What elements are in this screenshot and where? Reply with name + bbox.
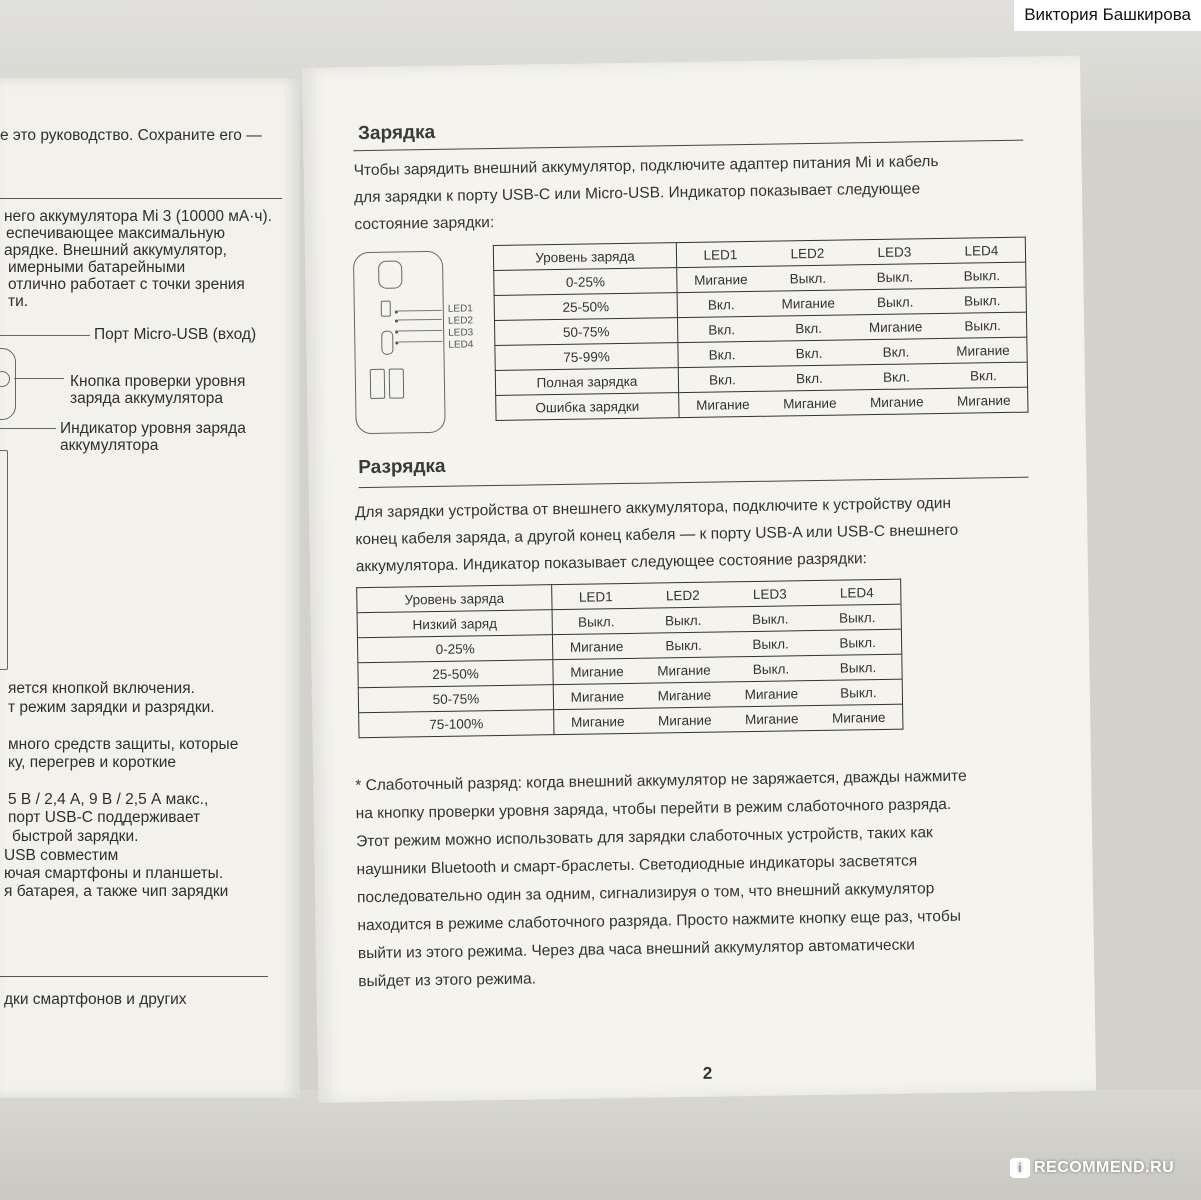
table-header: LED2	[639, 582, 726, 608]
discharging-title: Разрядка	[358, 455, 446, 479]
table-cell: Мигание	[852, 314, 939, 340]
table-cell: Мигание	[640, 657, 727, 683]
table-cell: Мигание	[728, 681, 815, 707]
table-cell: Мигание	[641, 682, 728, 708]
table-cell: Выкл.	[727, 656, 814, 682]
callout-line	[0, 335, 90, 336]
right-page	[302, 56, 1096, 1103]
table-header: LED2	[764, 240, 851, 266]
table-cell: Выкл.	[851, 264, 938, 290]
left-divider	[0, 198, 282, 199]
table-header: LED1	[676, 241, 764, 267]
check-button-label: Кнопка проверки уровня	[70, 373, 246, 390]
table-header: LED4	[813, 579, 901, 605]
left-text-line: него аккумулятора Mi 3 (10000 мА·ч).	[4, 208, 272, 225]
table-header: Уровень заряда	[493, 243, 676, 271]
table-cell: Мигание	[940, 387, 1028, 413]
left-text-line: еспечивающее максимальную	[6, 225, 226, 242]
table-cell: 50-75%	[358, 685, 553, 713]
table-cell: Мигание	[939, 337, 1027, 363]
left-text-line: много средств защиты, которые	[8, 736, 239, 753]
table-cell: Выкл.	[939, 287, 1027, 313]
left-text-line: имерными батарейными	[8, 259, 186, 276]
table-cell: Выкл.	[727, 606, 814, 632]
indicator-label: аккумулятора	[60, 437, 159, 454]
table-cell: Мигание	[553, 683, 641, 709]
table-cell: Выкл.	[814, 629, 902, 655]
left-text-line: быстрой зарядки.	[12, 828, 139, 845]
usb-a-port-icon	[370, 369, 385, 399]
left-text-line: дки смартфонов и других	[4, 991, 187, 1008]
left-text-line: я батарея, а также чип зарядки	[4, 883, 229, 900]
check-button-label: заряда аккумулятора	[70, 390, 223, 407]
discharging-table	[356, 579, 903, 739]
table-cell: Ошибка зарядки	[496, 393, 679, 421]
table-cell: 75-100%	[359, 710, 554, 738]
charging-text: Чтобы зарядить внешний аккумулятор, подключите адаптер питания Mi и кабель для зарядки к порту USB-C или Micro-USB. Индикатор показывает следующее состояние зарядки:	[353, 153, 939, 234]
watermark-text: RECOMMEND.RU	[1034, 1159, 1175, 1176]
table-cell: Вкл.	[765, 340, 852, 366]
table-cell: Выкл.	[938, 262, 1026, 288]
left-text-line: ючая смартфоны и планшеты.	[4, 865, 224, 882]
callout-line	[0, 428, 56, 429]
led-label: LED1	[447, 303, 473, 315]
led-label: LED2	[447, 315, 474, 327]
micro-usb-label: Порт Micro-USB (вход)	[94, 326, 257, 343]
discharging-rule	[359, 477, 1029, 489]
table-cell: Мигание	[853, 389, 940, 415]
table-cell: 0-25%	[494, 268, 677, 296]
table-cell: Мигание	[815, 704, 903, 730]
table-cell: Мигание	[553, 658, 641, 684]
table-cell: Вкл.	[677, 316, 765, 342]
table-cell: Выкл.	[814, 604, 902, 630]
table-cell: Выкл.	[727, 631, 814, 657]
table-header: LED1	[552, 583, 640, 609]
table-cell: Низкий заряд	[357, 610, 552, 638]
usb-a-port-icon	[389, 368, 404, 398]
table-cell: Выкл.	[852, 289, 939, 315]
table-header: Уровень заряда	[357, 585, 552, 613]
table-cell: 25-50%	[494, 293, 677, 321]
table-header: LED3	[726, 581, 813, 607]
background-bottom	[0, 1090, 1201, 1200]
author-name: Виктория Башкирова	[1014, 0, 1201, 31]
table-cell: Выкл.	[552, 608, 640, 634]
left-divider	[0, 976, 268, 977]
left-text-line: яется кнопкой включения.	[8, 680, 195, 697]
left-text-line: ку, перегрев и короткие	[8, 754, 177, 771]
usb-c-port-icon	[381, 331, 393, 355]
table-cell: Мигание	[728, 706, 815, 732]
table-cell: 25-50%	[358, 660, 553, 688]
table-cell: Мигание	[679, 391, 767, 417]
table-cell: Вкл.	[677, 291, 765, 317]
table-cell: Выкл.	[939, 312, 1027, 338]
table-cell: Мигание	[554, 708, 642, 734]
table-cell: Мигание	[552, 633, 640, 659]
table-cell: Вкл.	[678, 341, 766, 367]
table-cell: 75-99%	[495, 343, 678, 371]
micro-usb-port-icon	[381, 301, 391, 317]
left-text-line: 5 В / 2,4 А, 9 В / 2,5 А макс.,	[8, 791, 209, 808]
table-cell: Вкл.	[678, 366, 766, 392]
page-number: 2	[702, 1063, 713, 1083]
low-current-note: * Слаботочный разряд: когда внешний аккумулятор не заряжается, дважды нажмите на кнопку проверки уровня заряда, чтобы перейти в режим слаботочного разряда. Этот режим можно использовать для зарядки слаботочных устройств, таких как наушники Bluetooth и смарт-браслеты. Светодиодные индикаторы засветятся последовательно один за одним, сигнализируя о том, что внешний аккумулятор находится в режиме слаботочного разряда. Просто нажмите кнопку еще раз, чтобы выйти из этого режима. Через два часа внешний аккумулятор автоматически выйдет из этого режима.	[355, 767, 967, 991]
table-cell: 50-75%	[494, 318, 677, 346]
left-text-line: т режим зарядки и разрядки.	[8, 699, 215, 716]
left-text-line: арядке. Внешний аккумулятор,	[4, 242, 227, 259]
left-text-line: отлично работает с точки зрения	[8, 276, 245, 293]
table-cell: Выкл.	[814, 654, 902, 680]
table-header: LED3	[851, 239, 938, 265]
left-text-line: ти.	[8, 293, 29, 310]
table-cell: Мигание	[766, 390, 853, 416]
table-cell: Полная зарядка	[495, 368, 678, 396]
table-header: LED4	[938, 237, 1026, 263]
led-label: LED3	[448, 327, 474, 339]
table-cell: Мигание	[677, 266, 765, 292]
left-page	[0, 78, 300, 1098]
led-label: LED4	[448, 339, 474, 351]
table-cell: 0-25%	[357, 635, 552, 663]
table-cell: Вкл.	[853, 364, 940, 390]
table-cell: Мигание	[765, 290, 852, 316]
recommend-logo-icon: i	[1010, 1158, 1030, 1178]
table-cell: Мигание	[641, 707, 728, 733]
table-cell: Вкл.	[852, 339, 939, 365]
table-cell: Выкл.	[815, 679, 903, 705]
charging-table	[493, 237, 1029, 421]
callout-line	[14, 378, 64, 379]
left-text-line: е это руководство. Сохраните его —	[0, 127, 262, 144]
table-cell: Выкл.	[764, 265, 851, 291]
button-icon	[378, 260, 402, 288]
table-cell: Выкл.	[640, 607, 727, 633]
device-outline	[0, 450, 8, 670]
left-text-line: USB совместим	[4, 847, 119, 864]
table-cell: Выкл.	[640, 632, 727, 658]
table-cell: Вкл.	[765, 315, 852, 341]
watermark	[1010, 1158, 1174, 1178]
charging-title: Зарядка	[357, 121, 436, 145]
table-cell: Вкл.	[940, 362, 1028, 388]
indicator-label: Индикатор уровня заряда	[60, 420, 246, 437]
left-text-line: порт USB-C поддерживает	[8, 809, 201, 826]
table-cell: Вкл.	[766, 365, 853, 391]
discharging-text: Для зарядки устройства от внешнего аккумулятора, подключите к устройству один конец кабеля заряда, а другой конец кабеля — к порту USB-A или USB-C внешнего аккумулятора. Индикатор показывает следующее состояние разрядки:	[354, 494, 959, 576]
